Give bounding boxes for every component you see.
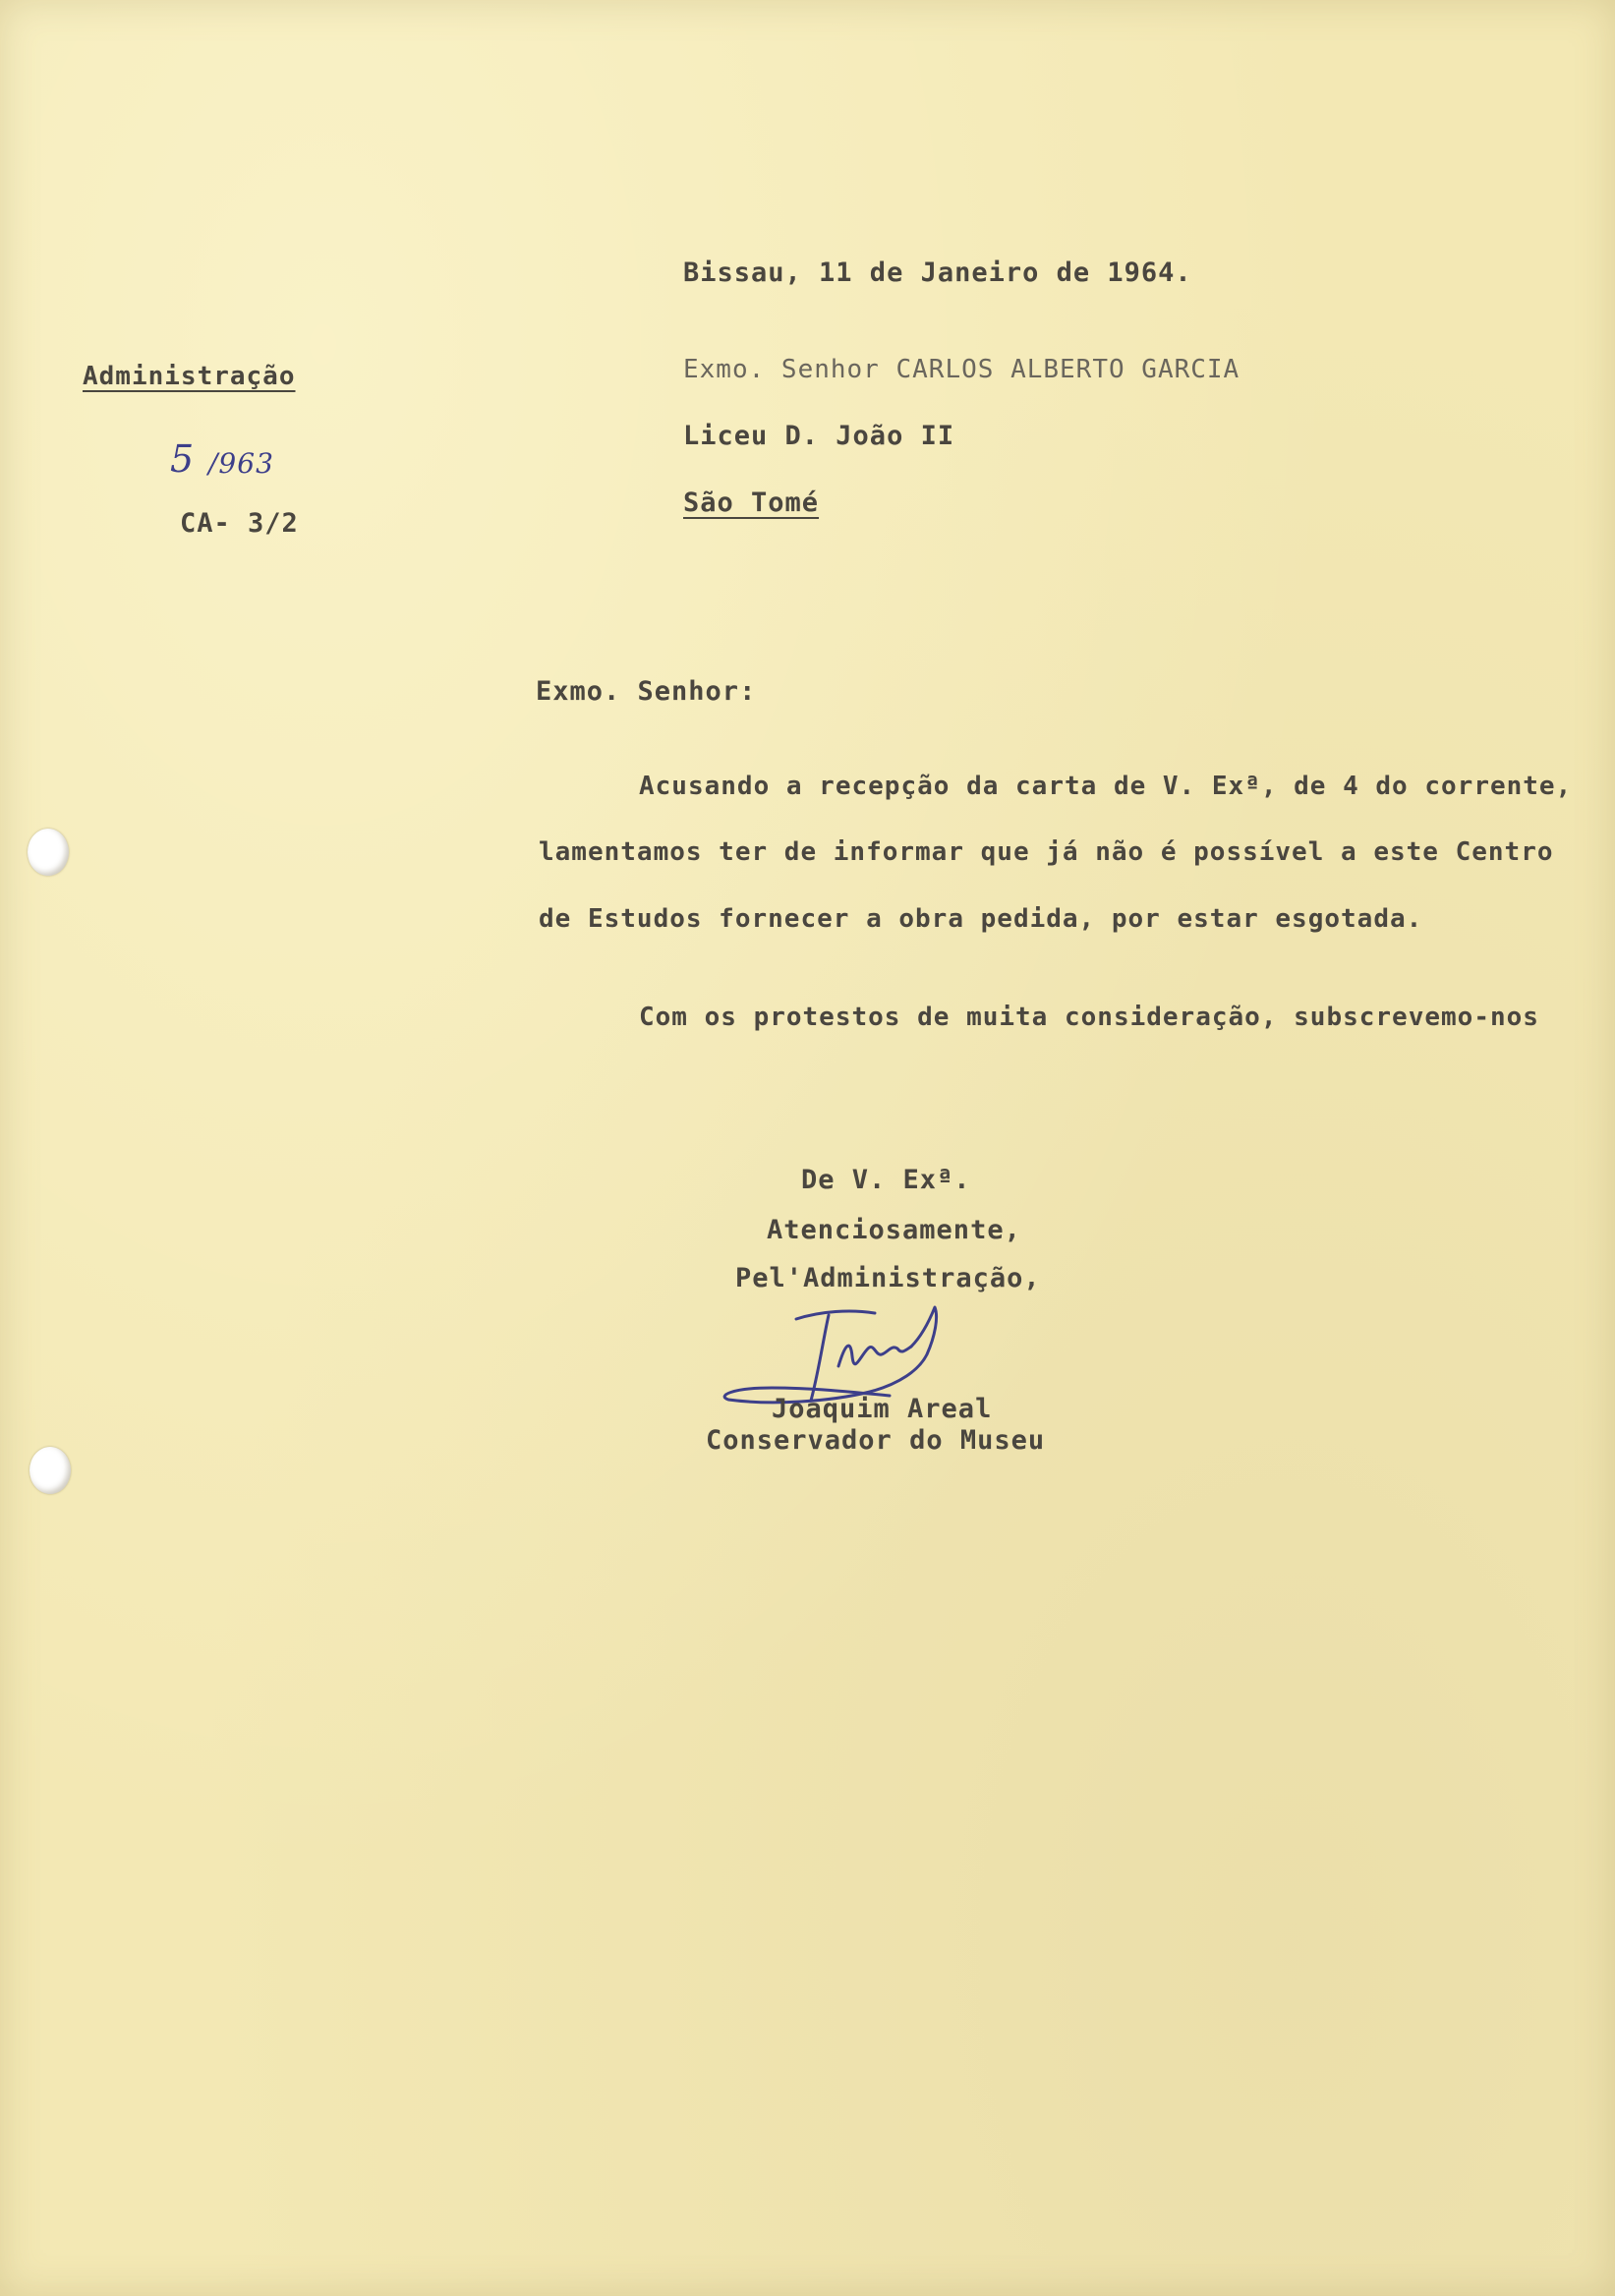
place-date: Bissau, 11 de Janeiro de 1964. [683, 258, 1192, 288]
addressee-institution: Liceu D. João II [683, 421, 955, 451]
addressee-city: São Tomé [683, 488, 820, 518]
addressee-name: Exmo. Senhor CARLOS ALBERTO GARCIA [683, 355, 1240, 384]
closing-line-1: De V. Exª. [801, 1165, 971, 1195]
signatory-title: Conservador do Museu [706, 1425, 1046, 1456]
closing-line-2: Atenciosamente, [767, 1215, 1021, 1245]
body-line-2: lamentamos ter de informar que já não é possível a este Centro [539, 837, 1554, 867]
salutation: Exmo. Senhor: [536, 676, 757, 707]
closing-line-3: Pel'Administração, [735, 1263, 1041, 1293]
handwritten-year: /963 [208, 447, 274, 480]
signatory-name: Joaquim Areal [772, 1394, 993, 1424]
body-paragraph-2: Com os protestos de muita consideração, subscrevemo-nos [639, 1003, 1539, 1032]
punch-hole-bottom [29, 1447, 71, 1494]
body-line-1: Acusando a recepção da carta de V. Exª, de 4 do corrente, [639, 772, 1573, 801]
body-line-3: de Estudos fornecer a obra pedida, por estar esgotada. [539, 904, 1423, 934]
punch-hole-top [28, 829, 69, 876]
reference-code: CA- 3/2 [180, 508, 299, 539]
department-label: Administração [83, 362, 296, 391]
handwritten-number: 5 [170, 437, 196, 481]
